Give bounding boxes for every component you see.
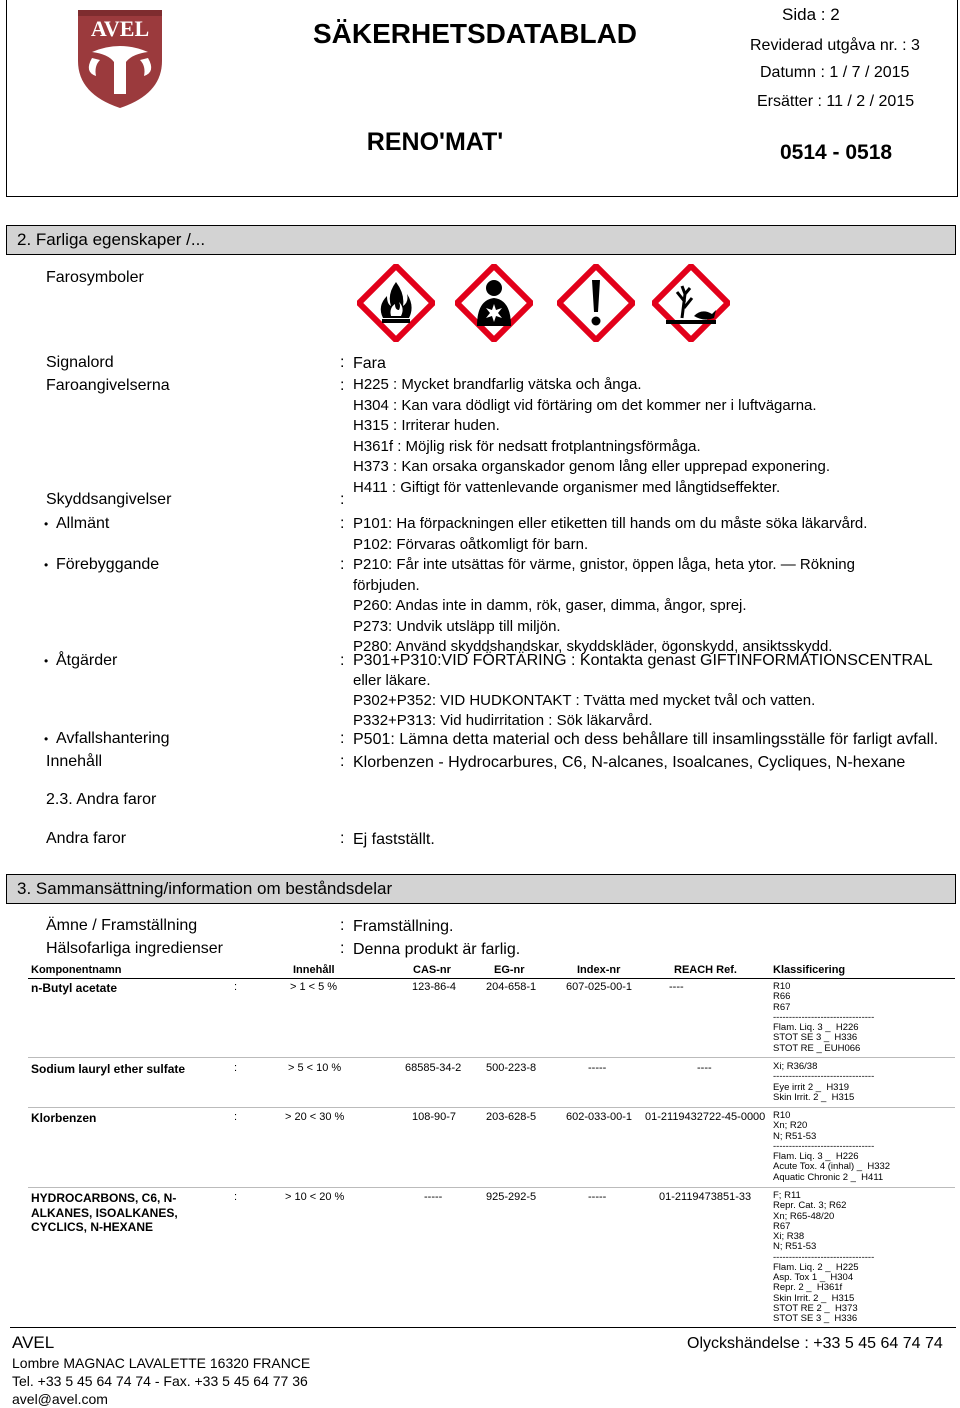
colon: : [340, 753, 345, 770]
document-title: SÄKERHETSDATABLAD [312, 18, 638, 49]
index-number: ----- [588, 1191, 607, 1203]
precaution-statement: P280: Använd skyddshandskar, skyddskläder, ögonskydd, ansiktsskydd. [353, 638, 833, 655]
precaution-statement: P260: Andas inte in damm, rök, gaser, dimma, ångor, sprej. [353, 597, 747, 614]
andra-faror-label: Andra faror [46, 830, 127, 847]
precaution-statement: P210: Får inte utsättas för värme, gnistor, öppen låga, heta ytor. — Rökning [353, 556, 855, 573]
section-3-title: 3. Sammansättning/information om beståndsdelar [6, 874, 956, 904]
precaution-statement: förbjuden. [353, 576, 420, 594]
hazard-statement: H373 : Kan orsaka organskador genom lång eller upprepad exponering. [353, 458, 830, 475]
cas-number: 108-90-7 [412, 1111, 457, 1123]
footer-email[interactable]: avel@avel.com [12, 1391, 108, 1407]
row-rule [28, 1187, 955, 1188]
footer-phone: Tel. +33 5 45 64 74 74 - Fax. +33 5 45 64 77 36 [12, 1373, 308, 1389]
reach-ref: ---- [669, 981, 684, 993]
faroangivelser-label: Faroangivelserna [46, 377, 170, 394]
column-header: EG-nr [494, 964, 525, 976]
colon: : [340, 830, 345, 847]
avfallshantering-label: Avfallshantering [56, 730, 170, 747]
component-name: Sodium lauryl ether sulfate [31, 1062, 186, 1076]
hazard-statements [353, 375, 953, 498]
eg-number: 925-292-5 [486, 1191, 537, 1203]
colon: : [340, 652, 345, 669]
product-name: RENO'MAT' [366, 128, 504, 156]
forebyggande-statements [353, 555, 953, 658]
precaution-statement: P301+P310:VID FÖRTÄRING : Kontakta genast GIFTINFORMATIONSCENTRAL [353, 652, 933, 669]
revision-number: Reviderad utgåva nr. : 3 [750, 37, 920, 54]
column-header: Komponentnamn [31, 964, 122, 976]
cas-number: 68585-34-2 [405, 1062, 462, 1074]
column-header: Index-nr [577, 964, 621, 976]
row-rule [28, 1107, 955, 1108]
column-header: Innehåll [293, 964, 335, 976]
component-name: n-Butyl acetate [31, 981, 118, 995]
row-rule [28, 1057, 955, 1058]
content-range: > 5 < 10 % [288, 1062, 342, 1074]
innehall-value: Klorbenzen - Hydrocarbures, C6, N-alcanes, Isoalcanes, Cycliques, N-hexane [353, 754, 906, 771]
subsection-2-3-title: 2.3. Andra faror [46, 791, 157, 808]
halsofarliga-value: Denna produkt är farlig. [353, 941, 521, 958]
precaution-statement: P273: Undvik utsläpp till miljön. [353, 617, 561, 635]
section-2-title: 2. Farliga egenskaper /... [6, 225, 956, 255]
colon: : [340, 940, 345, 957]
hazard-statement: H315 : Irriterar huden. [353, 417, 500, 434]
cas-number: 123-86-4 [412, 981, 457, 993]
product-code: 0514 - 0518 [780, 141, 893, 164]
allmant-label: Allmänt [56, 515, 110, 532]
index-number: 607-025-00-1 [566, 981, 633, 993]
component-name: Klorbenzen [31, 1111, 97, 1125]
colon: : [340, 491, 345, 508]
table-header-rule [28, 978, 955, 979]
skyddsangivelser-label: Skyddsangivelser [46, 491, 172, 508]
signalord-value: Fara [353, 355, 386, 372]
environment-pictogram-icon [652, 264, 730, 342]
separator: : [234, 1191, 238, 1203]
reach-ref: 01-2119473851-33 [659, 1191, 752, 1203]
column-header: REACH Ref. [674, 964, 737, 976]
column-header: Klassificering [773, 964, 846, 976]
andra-faror-value: Ej fastställt. [353, 831, 435, 848]
halsofarliga-label: Hälsofarliga ingredienser [46, 940, 223, 957]
eg-number: 203-628-5 [486, 1111, 537, 1123]
content-range: > 10 < 20 % [285, 1191, 345, 1203]
page-number: Sida : 2 [782, 5, 840, 24]
colon: : [340, 556, 345, 573]
farosymboler-label: Farosymboler [46, 269, 144, 286]
footer-rule [10, 1327, 956, 1328]
footer-company: AVEL [12, 1333, 55, 1352]
classification: R10 Xn; R20 N; R51-53 -------------------------------- Flam. Liq. 3 _ H226 Acute Tox. 4 (inhal) _ H332 Aquatic Chronic 2 _ H411 [773, 1110, 891, 1183]
bullet: • [44, 517, 49, 531]
eg-number: 204-658-1 [486, 981, 537, 993]
exclamation-pictogram-icon [557, 264, 635, 342]
footer-contact [12, 1354, 310, 1408]
allmant-statements [353, 514, 953, 555]
replaces-date: Ersätter : 11 / 2 / 2015 [757, 93, 915, 110]
eg-number: 500-223-8 [486, 1062, 537, 1074]
footer-address: Lombre MAGNAC LAVALETTE 16320 FRANCE [12, 1355, 311, 1371]
classification: R10 R66 R67 -------------------------------- Flam. Liq. 3 _ H226 STOT SE 3 _ H336 STOT RE _ EUH066 [773, 981, 875, 1054]
avfall-statement: P501: Lämna detta material och dess behållare till insamlingsställe för farligt avfall. [353, 731, 939, 748]
forebyggande-label: Förebyggande [56, 556, 160, 573]
index-number: 602-033-00-1 [566, 1111, 633, 1123]
atgarder-statements [353, 651, 933, 731]
separator: : [234, 1062, 238, 1074]
component-name: HYDROCARBONS, C6, N- ALKANES, ISOALKANES, CYCLICS, N-HEXANE [31, 1191, 178, 1234]
colon: : [340, 354, 345, 371]
colon: : [340, 730, 345, 747]
classification: F; R11 Repr. Cat. 3; R62 Xn; R65-48/20 R67 Xi; R38 N; R51-53 -------------------------------- Flam. Liq. 2 _ H225 Asp. Tox 1 _ H304 Repr. 2 _ H361f Skin Irrit. 2 _ H315 STOT RE 2 _ H373 STOT SE 3 _ H336 [773, 1190, 875, 1324]
avel-logo [70, 6, 170, 111]
colon: : [340, 377, 345, 394]
amne-value: Framställning. [353, 918, 454, 935]
separator: : [234, 981, 238, 993]
index-number: ----- [588, 1062, 607, 1074]
flame-pictogram-icon [357, 264, 435, 342]
colon: : [340, 515, 345, 532]
reach-ref: 01-2119432722-45-0000 [645, 1111, 766, 1123]
signalord-label: Signalord [46, 354, 114, 371]
emergency-phone: Olyckshändelse : +33 5 45 64 74 74 [687, 1335, 943, 1352]
cas-number: ----- [424, 1191, 443, 1203]
precaution-statement: eller läkare. [353, 672, 431, 689]
hazard-statement: H225 : Mycket brandfarlig vätska och ånga. [353, 376, 642, 393]
column-header: CAS-nr [413, 964, 451, 976]
health-hazard-pictogram-icon [455, 264, 533, 342]
precaution-statement: P332+P313: Vid hudirritation : Sök läkarvård. [353, 712, 653, 729]
hazard-statement: H361f : Möjlig risk för nedsatt frotplantningsförmåga. [353, 437, 701, 455]
precaution-statement: P302+P352: VID HUDKONTAKT : Tvätta med mycket tvål och vatten. [353, 692, 816, 709]
content-range: > 1 < 5 % [290, 981, 338, 993]
svg-text:AVEL: AVEL [90, 16, 150, 41]
bullet: • [44, 732, 49, 746]
atgarder-label: Åtgärder [56, 652, 118, 669]
colon: : [340, 917, 345, 934]
innehall-label: Innehåll [46, 753, 103, 770]
separator: : [234, 1111, 238, 1123]
revision-date: Datumn : 1 / 7 / 2015 [760, 64, 910, 81]
bullet: • [44, 558, 49, 572]
reach-ref: ---- [697, 1062, 712, 1074]
precaution-statement: P102: Förvaras oåtkomligt för barn. [353, 535, 589, 553]
bullet: • [44, 654, 49, 668]
hazard-statement: H411 : Giftigt för vattenlevande organismer med långtidseffekter. [353, 478, 781, 496]
precaution-statement: P101: Ha förpackningen eller etiketten till hands om du måste söka läkarvård. [353, 515, 868, 532]
classification: Xi; R36/38 -------------------------------- Eye irrit 2 _ H319 Skin Irrit. 2 _ H315 [773, 1061, 875, 1103]
amne-label: Ämne / Framställning [46, 917, 198, 934]
content-range: > 20 < 30 % [285, 1111, 345, 1123]
hazard-statement: H304 : Kan vara dödligt vid förtäring om det kommer ner i luftvägarna. [353, 396, 817, 414]
